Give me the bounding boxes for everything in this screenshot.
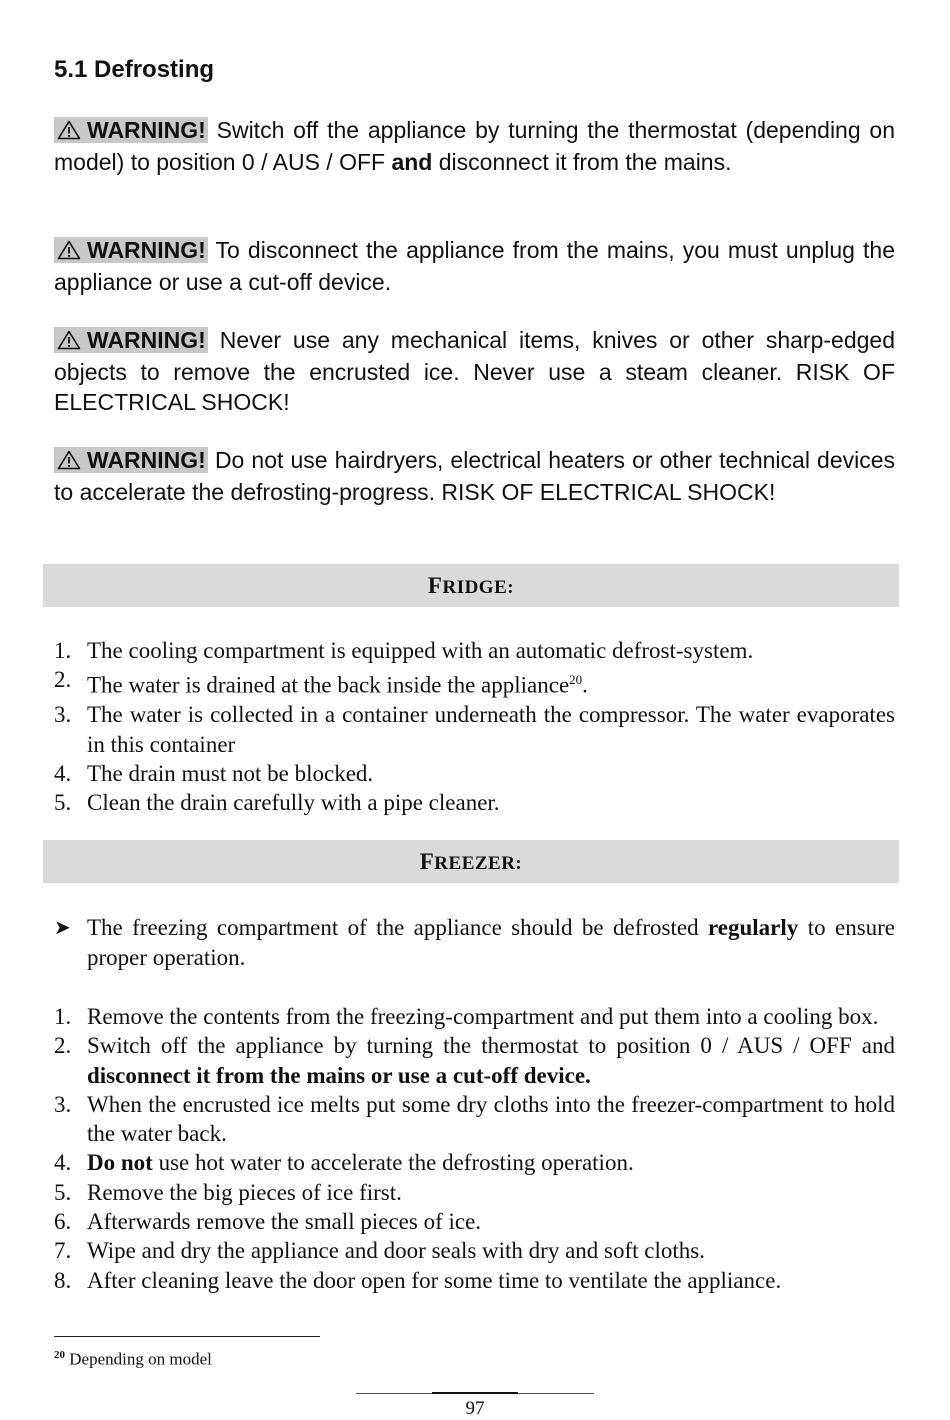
- warning-triangle-icon: [57, 237, 81, 267]
- warning-2: [54, 235, 895, 297]
- freezer-heading: FREEZER:: [419, 849, 523, 874]
- warning-text-bold: and: [391, 149, 433, 175]
- list-item: 1. The cooling compartment is equipped with an automatic defrost-system.: [54, 638, 754, 663]
- warning-4: [54, 445, 895, 507]
- warning-label: WARNING!: [54, 447, 208, 473]
- warning-text: To disconnect the appliance from the mains, you must unplug the appliance or use a cut-off device.: [54, 237, 895, 295]
- warning-text: Switch off the appliance by turning the thermostat (depending on model) to position 0 / AUS / OFF: [54, 117, 896, 175]
- fridge-heading: FRIDGE:: [427, 573, 515, 598]
- list-item: 2. Switch off the appliance by turning the thermostat to position 0 / AUS / OFF and disconnect it from the mains or use a cut-off device.: [54, 1033, 895, 1088]
- list-item: 5. Clean the drain carefully with a pipe cleaner.: [54, 790, 500, 816]
- list-item: 8. After cleaning leave the door open for some time to ventilate the appliance.: [54, 1267, 782, 1293]
- freezer-bullet: ➤ The freezing compartment of the appliance should be defrosted regularly to ensure proper operation.: [54, 915, 896, 970]
- list-item: 4. Do not use hot water to accelerate the defrosting operation.: [54, 1150, 634, 1176]
- list-item: 3. When the encrusted ice melts put some dry cloths into the freezer-compartment to hold the water back.: [54, 1091, 895, 1147]
- footnote-ref: 20: [569, 672, 583, 688]
- warning-triangle-icon: [57, 447, 81, 477]
- fridge-heading-band: [43, 564, 899, 607]
- list-item: 5. Remove the big pieces of ice first.: [54, 1179, 402, 1205]
- warning-text: Never use any mechanical items, knives or other sharp-edged objects to remove the encrusted ice. Never use a steam cleaner. RISK OF ELECTRICAL SHOCK!: [54, 327, 896, 415]
- warning-3: [54, 325, 895, 417]
- warning-1: [54, 115, 895, 177]
- section-title: 5.1 Defrosting: [54, 56, 215, 83]
- freezer-heading-band: [43, 840, 899, 883]
- warning-label: WARNING!: [54, 237, 208, 263]
- footnote-divider: [54, 1336, 320, 1337]
- list-item: 4. The drain must not be blocked.: [54, 760, 374, 786]
- footnote: $^{20}$ Depending on model: [54, 1349, 212, 1369]
- list-item: 7. Wipe and dry the appliance and door seals with dry and soft cloths.: [54, 1238, 705, 1264]
- list-item: 1. Remove the contents from the freezing-compartment and put them into a cooling box.: [54, 1004, 879, 1029]
- warning-text: disconnect it from the mains.: [438, 149, 732, 175]
- warning-text: Do not use hairdryers, electrical heaters or other technical devices to accelerate the defrosting-progress. RISK OF ELECTRICAL SHOCK!: [54, 447, 896, 505]
- warning-label: WARNING!: [54, 327, 208, 353]
- arrow-bullet-icon: ➤: [54, 917, 71, 939]
- page-number-divider-accent: [432, 1392, 518, 1394]
- warning-triangle-icon: [57, 327, 81, 357]
- warning-triangle-icon: [57, 117, 81, 147]
- list-item: 3. The water is collected in a container underneath the compressor. The water evaporates in this container: [54, 702, 895, 757]
- page-number: 97: [465, 1398, 485, 1419]
- fridge-steps: [54, 636, 895, 817]
- list-item: 6. Afterwards remove the small pieces of ice.: [54, 1209, 482, 1235]
- warning-label: WARNING!: [54, 117, 208, 143]
- freezer-steps: [54, 1002, 895, 1295]
- list-item: 2. The water is drained at the back inside the appliance$^{20}$.: [54, 667, 588, 698]
